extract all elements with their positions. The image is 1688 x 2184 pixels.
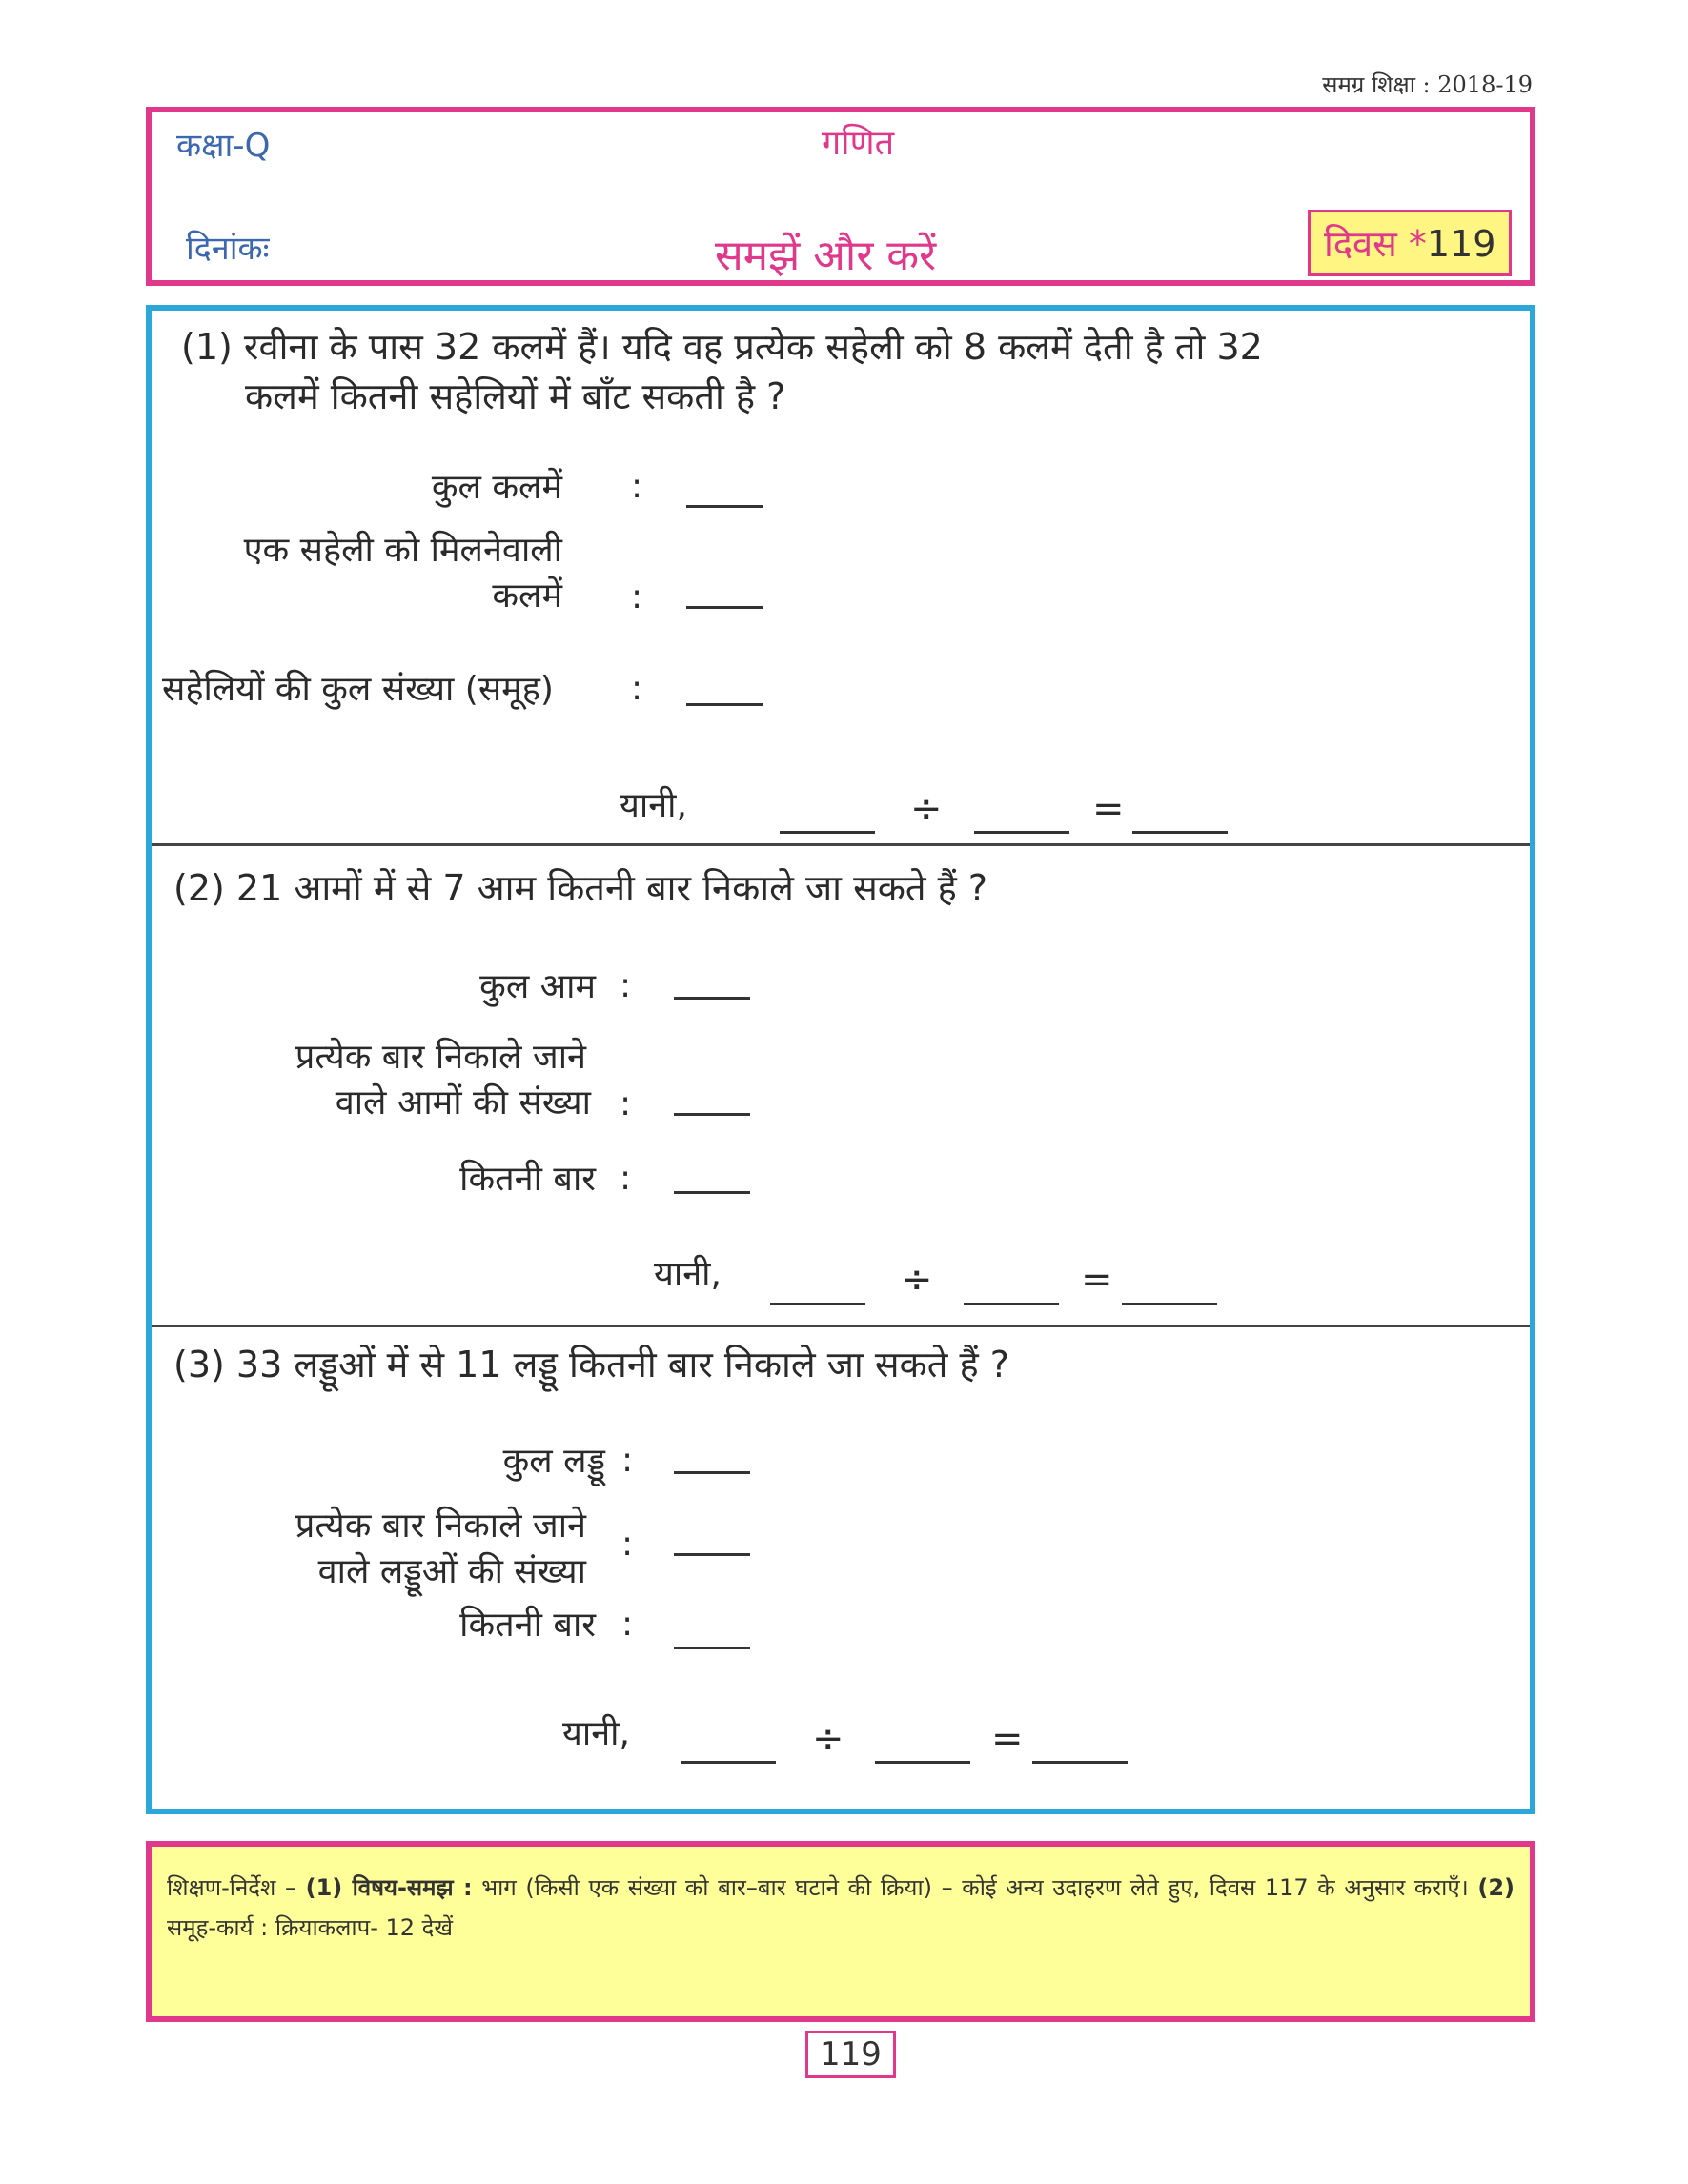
q2-divide-sign: ÷ bbox=[901, 1258, 933, 1302]
q1-colon-1: : bbox=[631, 467, 643, 506]
q3-divide-sign: ÷ bbox=[812, 1717, 844, 1761]
q3-blank-per-time[interactable] bbox=[674, 1553, 750, 1556]
teaching-note bbox=[146, 1841, 1535, 2022]
teaching-note-part1-text: भाग (किसी एक संख्या को बार–बार घटाने की क्रिया) – कोई अन्य उदाहरण लेते हुए, दिवस 117 के अनुसार कराएँ। bbox=[481, 1874, 1469, 1901]
q1-colon-3: : bbox=[631, 669, 643, 708]
teaching-note-part2-text: समूह-कार्य : क्रियाकलाप- 12 देखें bbox=[167, 1914, 454, 1941]
subject-title: गणित bbox=[822, 124, 895, 163]
day-number: 119 bbox=[1426, 223, 1496, 265]
q2-colon-2: : bbox=[620, 1084, 632, 1123]
q1-blank-divisor[interactable] bbox=[974, 831, 1069, 834]
q3-times-label: कितनी बार bbox=[459, 1606, 596, 1645]
q3-colon-3: : bbox=[621, 1605, 634, 1644]
q1-blank-dividend[interactable] bbox=[780, 831, 875, 834]
q1-blank-total-friends[interactable] bbox=[686, 703, 763, 706]
q2-per-time-label-line2: वाले आमों की संख्या bbox=[335, 1083, 591, 1122]
q1-total-pens-label: कुल कलमें bbox=[431, 468, 562, 507]
teaching-note-part1-heading: (1) विषय-समझ : bbox=[305, 1874, 473, 1901]
question-1-text-line1: (1) रवीना के पास 32 कलमें हैं। यदि वह प्रत्येक सहेली को 8 कलमें देती है तो 32 bbox=[181, 326, 1263, 368]
q2-blank-per-time[interactable] bbox=[674, 1113, 750, 1116]
q1-blank-total[interactable] bbox=[686, 505, 763, 508]
q1-colon-2: : bbox=[631, 577, 643, 617]
q2-per-time-label-line1: प्रत्येक बार निकाले जाने bbox=[295, 1038, 586, 1077]
q3-blank-divisor[interactable] bbox=[875, 1761, 970, 1764]
q2-equals-sign: = bbox=[1081, 1258, 1113, 1302]
day-badge bbox=[1308, 210, 1512, 276]
q2-blank-divisor[interactable] bbox=[964, 1303, 1059, 1305]
q1-blank-per-friend[interactable] bbox=[686, 606, 763, 609]
running-head: समग्र शिक्षा : 2018-19 bbox=[1322, 71, 1533, 98]
q3-blank-total[interactable] bbox=[674, 1471, 750, 1474]
q3-equation-label: यानी, bbox=[562, 1714, 630, 1753]
q2-blank-times[interactable] bbox=[674, 1191, 750, 1194]
day-prefix: दिवस * bbox=[1324, 223, 1427, 265]
teaching-note-part2-heading: (2) bbox=[1477, 1874, 1515, 1901]
q2-blank-dividend[interactable] bbox=[770, 1303, 865, 1305]
q2-times-label: कितनी बार bbox=[459, 1160, 596, 1199]
q3-colon-1: : bbox=[621, 1441, 634, 1480]
q1-blank-result[interactable] bbox=[1132, 831, 1228, 834]
q2-equation-label: यानी, bbox=[654, 1255, 722, 1294]
q3-blank-result[interactable] bbox=[1032, 1761, 1128, 1764]
q1-total-friends-label: सहेलियों की कुल संख्या (समूह) bbox=[162, 670, 554, 709]
q3-blank-dividend[interactable] bbox=[681, 1761, 776, 1764]
q3-blank-times[interactable] bbox=[674, 1647, 750, 1649]
question-1-text-line2: कलमें कितनी सहेलियों में बाँट सकती है ? bbox=[245, 375, 786, 417]
q1-equals-sign: = bbox=[1092, 787, 1125, 831]
q1-per-friend-label-line1: एक सहेली को मिलनेवाली bbox=[243, 531, 562, 570]
divider-1 bbox=[152, 843, 1530, 846]
q3-colon-2: : bbox=[621, 1525, 634, 1564]
q2-colon-1: : bbox=[620, 966, 632, 1005]
date-label: दिनांकः bbox=[186, 230, 270, 268]
q2-colon-3: : bbox=[620, 1159, 632, 1198]
q1-equation-label: यानी, bbox=[620, 786, 687, 825]
q2-blank-result[interactable] bbox=[1122, 1303, 1217, 1305]
class-label: कक्षा-Q bbox=[176, 127, 271, 165]
question-2-text: (2) 21 आमों में से 7 आम कितनी बार निकाले जा सकते हैं ? bbox=[173, 867, 988, 909]
q3-per-time-label-line2: वाले लड्डूओं की संख्या bbox=[317, 1552, 586, 1591]
q3-per-time-label-line1: प्रत्येक बार निकाले जाने bbox=[295, 1507, 586, 1546]
teaching-note-label: शिक्षण-निर्देश – bbox=[167, 1874, 296, 1901]
q3-equals-sign: = bbox=[991, 1717, 1024, 1761]
question-3-text: (3) 33 लड्डूओं में से 11 लड्डू कितनी बार निकाले जा सकते हैं ? bbox=[173, 1344, 1009, 1385]
page-number: 119 bbox=[805, 2031, 896, 2078]
q3-total-laddoos-label: कुल लड्डू bbox=[502, 1442, 605, 1481]
divider-2 bbox=[152, 1325, 1530, 1327]
section-title: समझें और करें bbox=[715, 232, 937, 280]
q1-divide-sign: ÷ bbox=[910, 787, 943, 831]
q1-per-friend-label-line2: कलमें bbox=[492, 576, 562, 616]
q2-total-mangoes-label: कुल आम bbox=[479, 967, 596, 1006]
q2-blank-total[interactable] bbox=[674, 997, 750, 1000]
